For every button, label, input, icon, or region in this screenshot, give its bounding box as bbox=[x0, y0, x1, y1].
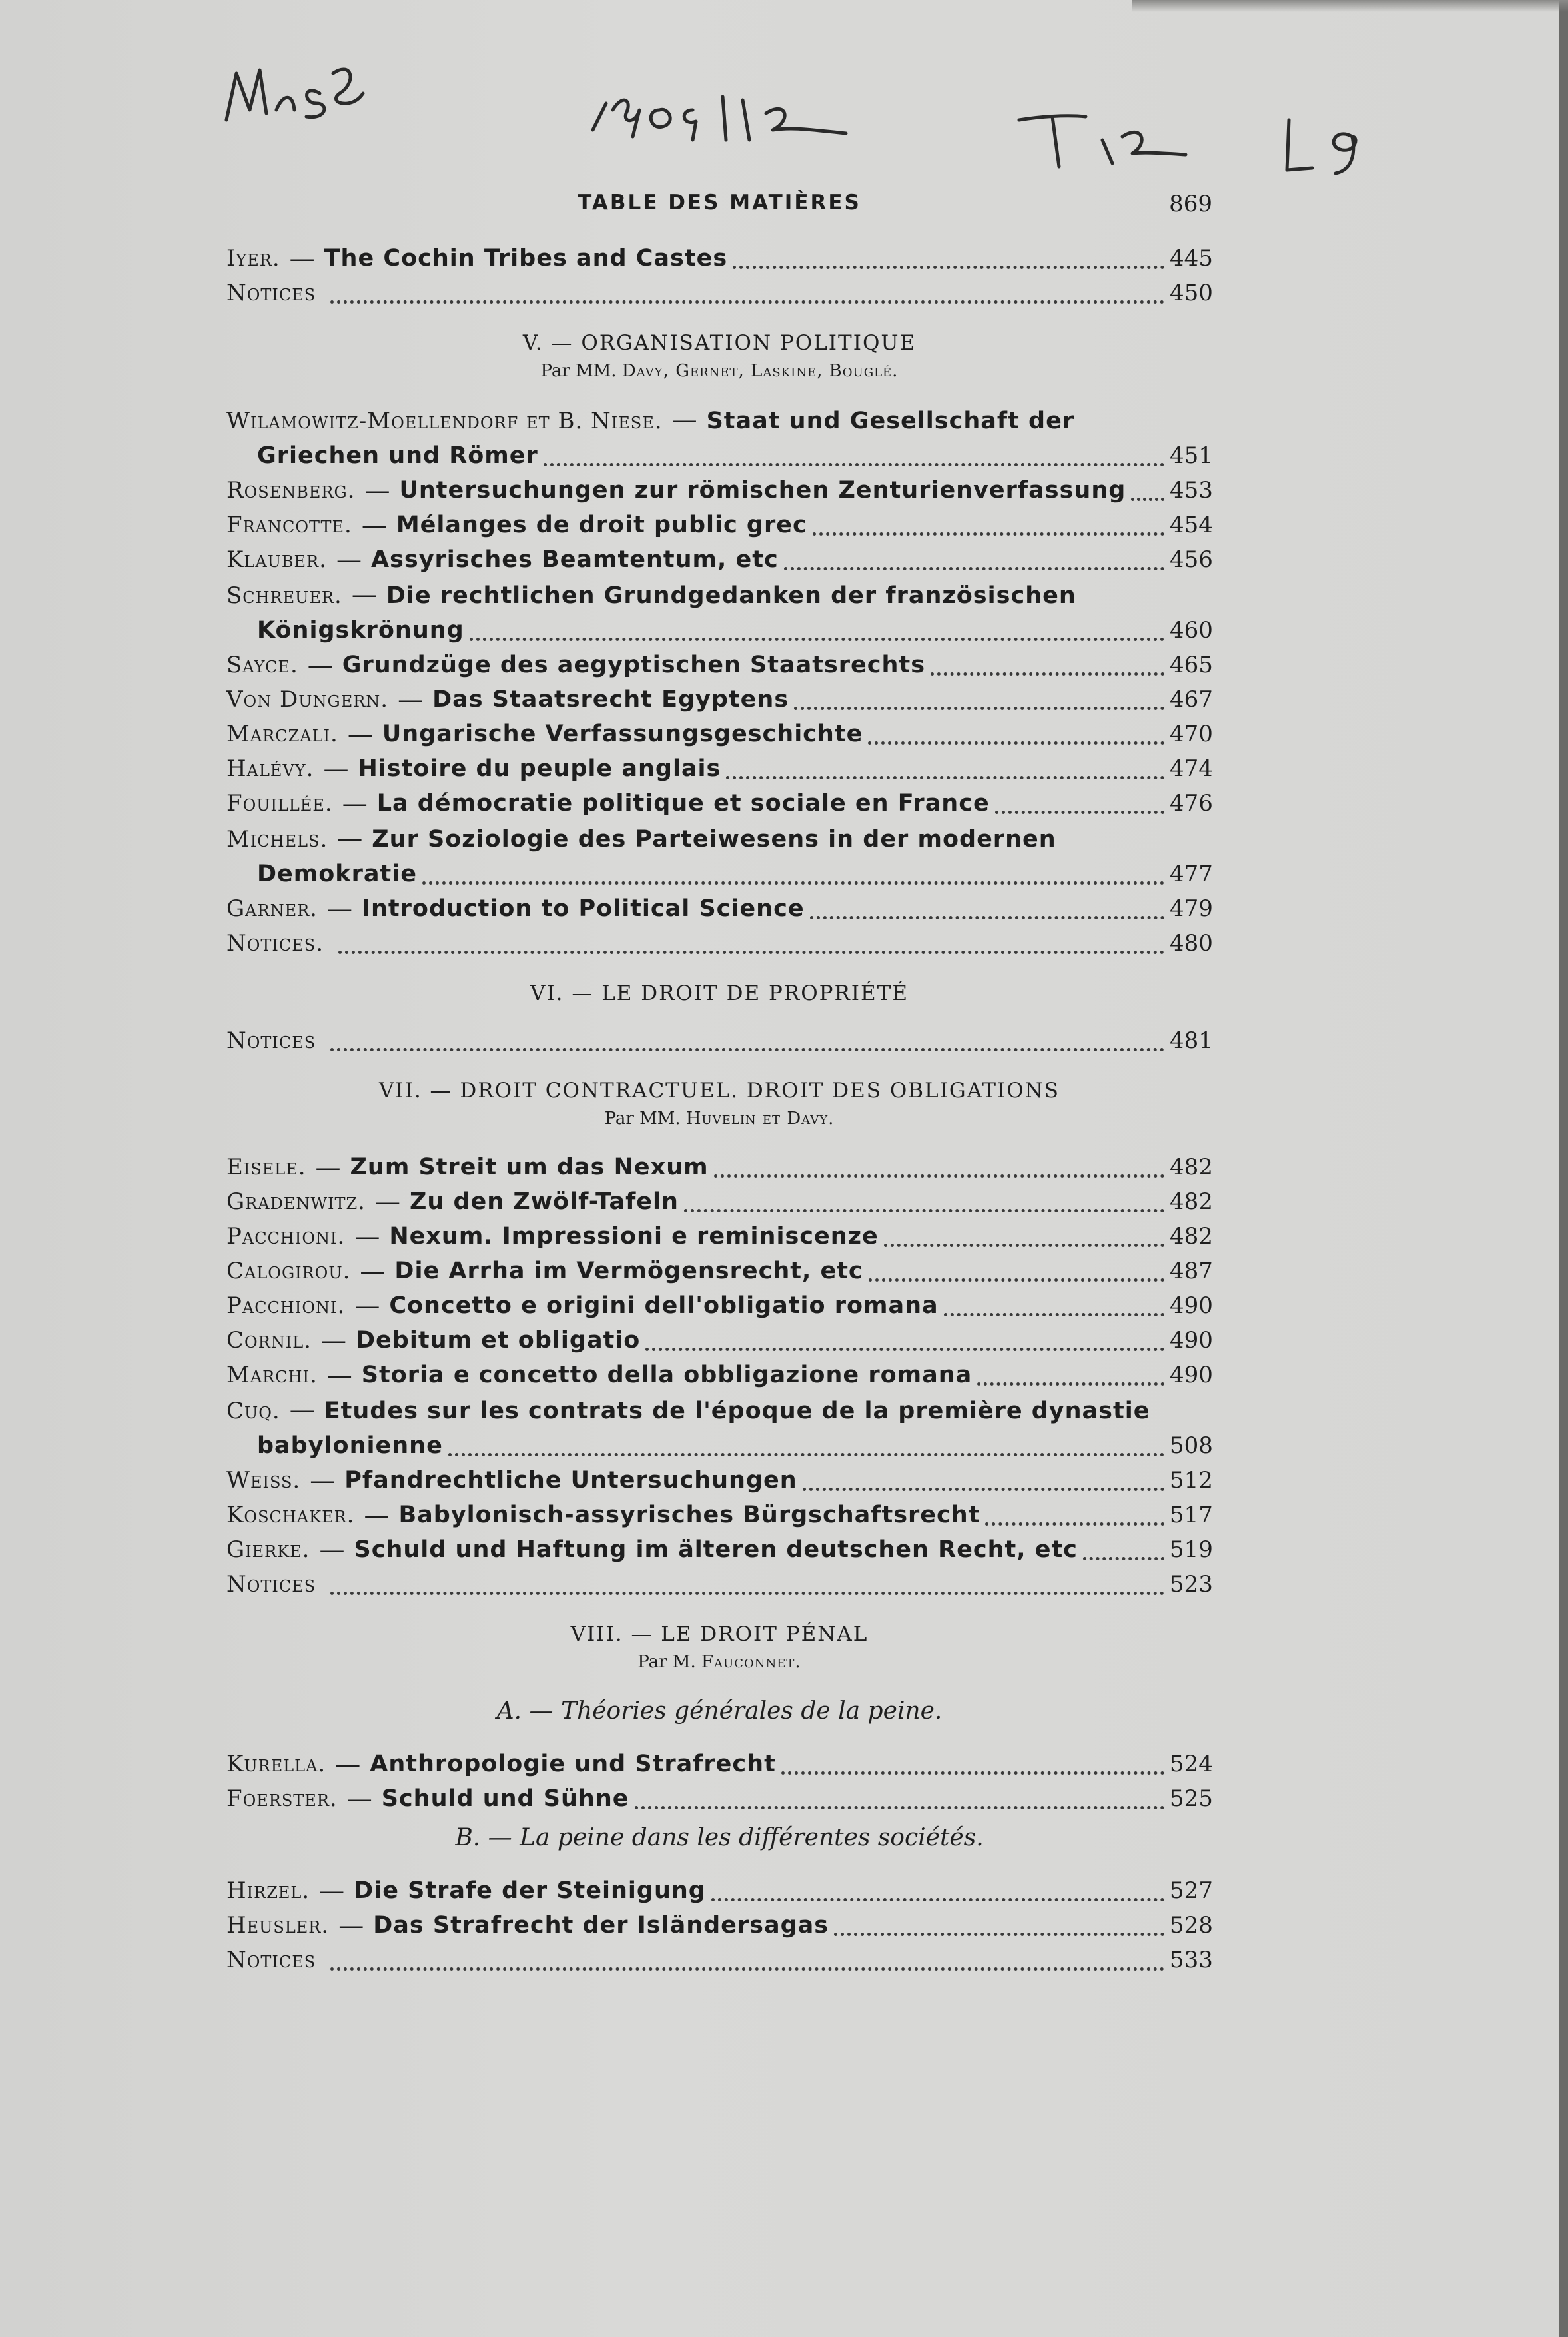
entry-dash: — bbox=[307, 650, 333, 680]
entry-dash: — bbox=[289, 1395, 315, 1424]
toc-entry bbox=[226, 1532, 1212, 1567]
entry-page-number: 456 bbox=[1170, 546, 1213, 573]
entry-title: Die Strafe der Steinigung bbox=[354, 1877, 706, 1904]
entry-author: Schreuer. bbox=[226, 582, 342, 609]
entry-author: Fouillée. bbox=[226, 790, 333, 817]
entry-title: Anthropologie und Strafrecht bbox=[370, 1751, 776, 1777]
entry-title-continued: babylonienne bbox=[257, 1432, 443, 1459]
section-authors bbox=[226, 358, 1212, 384]
entry-page-number: 482 bbox=[1170, 1154, 1213, 1180]
dot-leader bbox=[330, 1048, 1164, 1051]
entry-page-number: 453 bbox=[1170, 477, 1213, 504]
toc-entry bbox=[226, 891, 1212, 926]
entry-dash: — bbox=[671, 405, 697, 434]
entry-title: Concetto e origini dell'obligatio romana bbox=[389, 1292, 939, 1319]
entry-page-number: 445 bbox=[1170, 245, 1213, 272]
entry-dash: — bbox=[336, 545, 362, 574]
entry-dash: — bbox=[319, 1876, 345, 1905]
dot-leader bbox=[784, 567, 1164, 570]
entry-dash: — bbox=[326, 1360, 352, 1390]
toc-entry bbox=[226, 786, 1212, 821]
section-authors bbox=[226, 1649, 1212, 1675]
page-top-shadow bbox=[1132, 0, 1568, 12]
toc-section bbox=[226, 241, 1212, 310]
toc-entry bbox=[226, 751, 1212, 786]
dot-leader bbox=[794, 707, 1164, 710]
table-of-contents bbox=[226, 241, 1212, 1977]
entry-dash: — bbox=[364, 476, 390, 505]
entry-title: Debitum et obligatio bbox=[356, 1327, 641, 1354]
entry-title: Zum Streit um das Nexum bbox=[350, 1154, 709, 1180]
dot-leader bbox=[869, 1278, 1164, 1282]
section-authors bbox=[226, 1106, 1212, 1131]
entry-author: Heusler. bbox=[226, 1912, 330, 1939]
entry-dash: — bbox=[346, 1784, 372, 1813]
entry-dash: — bbox=[354, 1222, 380, 1251]
entry-author: Pacchioni. bbox=[226, 1223, 346, 1250]
entry-dash: — bbox=[338, 1911, 364, 1940]
entry-title: Untersuchungen zur römischen Zenturienverfassung bbox=[399, 477, 1126, 504]
entry-line-2 bbox=[226, 438, 1212, 473]
entry-title: Schuld und Sühne bbox=[381, 1785, 629, 1812]
entry-title-continued: Griechen und Römer bbox=[257, 442, 538, 469]
dot-leader bbox=[985, 1522, 1164, 1526]
entry-author: Francotte. bbox=[226, 512, 352, 538]
dot-leader bbox=[1131, 498, 1164, 501]
dot-leader bbox=[884, 1244, 1164, 1247]
entry-page-number: 451 bbox=[1170, 442, 1213, 469]
entry-title: Ungarische Verfassungsgeschichte bbox=[382, 721, 863, 747]
toc-entry bbox=[226, 577, 1212, 648]
entry-title: Assyrisches Beamtentum, etc bbox=[370, 546, 779, 573]
entry-title: The Cochin Tribes and Castes bbox=[324, 245, 728, 272]
entry-line-2 bbox=[226, 1428, 1212, 1463]
entry-page-number: 525 bbox=[1170, 1785, 1213, 1812]
entry-title: Zur Soziologie des Parteiwesens in der modernen bbox=[372, 826, 1056, 853]
entry-author: Michels. bbox=[226, 826, 328, 853]
entry-dash: — bbox=[374, 1187, 400, 1216]
entry-dash: — bbox=[361, 510, 387, 540]
entry-page-number: 474 bbox=[1170, 755, 1213, 782]
dot-leader bbox=[330, 1592, 1164, 1595]
entry-page-number: 454 bbox=[1170, 512, 1213, 538]
toc-entry bbox=[226, 926, 1212, 961]
entry-page-number: 490 bbox=[1170, 1327, 1213, 1354]
page-edge-shadow bbox=[1559, 0, 1568, 2337]
entry-page-number: 465 bbox=[1170, 652, 1213, 678]
entry-dash: — bbox=[364, 1500, 390, 1530]
entry-page-number: 460 bbox=[1170, 617, 1213, 644]
entry-page-number: 519 bbox=[1170, 1536, 1213, 1563]
dot-leader bbox=[726, 776, 1164, 779]
toc-entry bbox=[226, 1498, 1212, 1532]
entry-author: Notices bbox=[226, 1571, 316, 1598]
entry-author: Iyer. bbox=[226, 245, 280, 272]
dot-leader bbox=[422, 881, 1164, 885]
entry-dash: — bbox=[315, 1153, 341, 1182]
toc-section bbox=[226, 978, 1212, 1058]
handwritten-note-t12 bbox=[1012, 100, 1192, 173]
entry-page-number: 490 bbox=[1170, 1362, 1213, 1388]
dot-leader bbox=[338, 951, 1164, 954]
entry-author: Halévy. bbox=[226, 755, 314, 782]
entry-page-number: 508 bbox=[1170, 1432, 1213, 1459]
toc-entry bbox=[226, 1943, 1212, 1977]
toc-entry bbox=[226, 1908, 1212, 1943]
dot-leader bbox=[330, 1967, 1164, 1971]
entry-author: Rosenberg. bbox=[226, 477, 356, 504]
entry-title-continued: Königskrönung bbox=[257, 617, 464, 644]
entry-author: Notices. bbox=[226, 930, 324, 957]
entry-page-number: 479 bbox=[1170, 895, 1213, 922]
dot-leader bbox=[868, 741, 1164, 745]
authors-names: Fauconnet. bbox=[701, 1652, 801, 1672]
entry-title: Nexum. Impressioni e reminiscenze bbox=[389, 1223, 879, 1250]
toc-entry bbox=[226, 1873, 1212, 1908]
dot-leader bbox=[635, 1806, 1165, 1809]
toc-entry bbox=[226, 402, 1212, 473]
dot-leader bbox=[977, 1382, 1164, 1386]
entry-title: La démocratie politique et sociale en France bbox=[376, 790, 990, 817]
dot-leader bbox=[803, 1488, 1164, 1491]
entry-author: Marchi. bbox=[226, 1362, 318, 1388]
entry-dash: — bbox=[398, 685, 424, 714]
entry-dash: — bbox=[337, 823, 363, 853]
section-heading: VI. — LE DROIT DE PROPRIÉTÉ bbox=[530, 981, 909, 1005]
entry-title: Staat und Gesellschaft der bbox=[706, 408, 1075, 434]
dot-leader bbox=[995, 811, 1164, 814]
authors-prefix: Par MM. bbox=[540, 361, 622, 381]
toc-entry bbox=[226, 1747, 1212, 1781]
entry-title: Mélanges de droit public grec bbox=[396, 512, 807, 538]
toc-entry bbox=[226, 508, 1212, 542]
section-heading: VIII. — LE DROIT PÉNAL bbox=[570, 1622, 869, 1646]
entry-author: Wilamowitz-Moellendorf et B. Niese. bbox=[226, 408, 663, 434]
toc-entry bbox=[226, 1288, 1212, 1323]
entry-author: Calogirou. bbox=[226, 1258, 351, 1284]
entry-dash: — bbox=[289, 244, 315, 273]
toc-section bbox=[226, 1075, 1212, 1602]
dot-leader bbox=[544, 463, 1164, 466]
dot-leader bbox=[645, 1348, 1164, 1351]
entry-page-number: 477 bbox=[1170, 861, 1213, 887]
toc-entry bbox=[226, 1392, 1212, 1463]
entry-title: Storia e concetto della obbligazione romana bbox=[361, 1362, 973, 1388]
toc-entry bbox=[226, 821, 1212, 891]
authors-prefix: Par MM. bbox=[604, 1109, 686, 1129]
toc-entry bbox=[226, 1219, 1212, 1254]
entry-dash: — bbox=[323, 754, 349, 783]
toc-entry bbox=[226, 717, 1212, 751]
entry-page-number: 467 bbox=[1170, 686, 1213, 713]
dot-leader bbox=[330, 300, 1164, 304]
dot-leader bbox=[944, 1313, 1164, 1316]
toc-entry bbox=[226, 1323, 1212, 1358]
handwritten-note-l9 bbox=[1279, 107, 1372, 180]
entry-title-continued: Demokratie bbox=[257, 861, 417, 887]
toc-entry bbox=[226, 1781, 1212, 1816]
toc-entry bbox=[226, 473, 1212, 508]
toc-entry bbox=[226, 1254, 1212, 1288]
authors-prefix: Par M. bbox=[637, 1652, 701, 1672]
toc-entry bbox=[226, 1023, 1212, 1058]
entry-dash: — bbox=[351, 580, 377, 609]
authors-names: Huvelin et Davy. bbox=[685, 1109, 835, 1129]
entry-author: Weiss. bbox=[226, 1467, 301, 1494]
dot-leader bbox=[781, 1771, 1164, 1775]
entry-author: Koschaker. bbox=[226, 1502, 355, 1528]
entry-author: Klauber. bbox=[226, 546, 327, 573]
entry-page-number: 528 bbox=[1170, 1912, 1213, 1939]
entry-author: Marczali. bbox=[226, 721, 338, 747]
entry-line-1 bbox=[226, 821, 1212, 857]
toc-entry bbox=[226, 1463, 1212, 1498]
entry-title: Introduction to Political Science bbox=[361, 895, 805, 922]
entry-page-number: 512 bbox=[1170, 1467, 1213, 1494]
toc-entry bbox=[226, 682, 1212, 717]
dot-leader bbox=[448, 1453, 1164, 1456]
dot-leader bbox=[470, 638, 1164, 641]
entry-page-number: 482 bbox=[1170, 1188, 1213, 1215]
entry-title: Schuld und Haftung im älteren deutschen Recht, etc bbox=[354, 1536, 1078, 1563]
entry-line-1 bbox=[226, 402, 1212, 438]
entry-page-number: 470 bbox=[1170, 721, 1213, 747]
dot-leader bbox=[714, 1174, 1164, 1178]
entry-page-number: 482 bbox=[1170, 1223, 1213, 1250]
entry-author: Eisele. bbox=[226, 1154, 306, 1180]
entry-author: Pacchioni. bbox=[226, 1292, 346, 1319]
entry-author: Gierke. bbox=[226, 1536, 310, 1563]
dot-leader bbox=[711, 1898, 1164, 1901]
entry-title: Das Strafrecht der Isländersagas bbox=[373, 1912, 829, 1939]
entry-dash: — bbox=[360, 1256, 386, 1286]
entry-title: Das Staatsrecht Egyptens bbox=[432, 686, 789, 713]
dot-leader bbox=[931, 672, 1164, 676]
entry-title: Die rechtlichen Grundgedanken der französischen bbox=[386, 582, 1076, 609]
entry-page-number: 490 bbox=[1170, 1292, 1213, 1319]
entry-title: Histoire du peuple anglais bbox=[358, 755, 721, 782]
toc-entry bbox=[226, 276, 1212, 310]
toc-section bbox=[226, 1619, 1212, 1977]
toc-entry bbox=[226, 241, 1212, 276]
entry-line-2 bbox=[226, 613, 1212, 648]
dot-leader bbox=[733, 266, 1164, 269]
entry-author: Foerster. bbox=[226, 1785, 338, 1812]
entry-author: Sayce. bbox=[226, 652, 298, 678]
dot-leader bbox=[684, 1209, 1164, 1212]
entry-dash: — bbox=[321, 1326, 346, 1355]
entry-page-number: 527 bbox=[1170, 1877, 1213, 1904]
heading-spacer bbox=[226, 1009, 1212, 1023]
entry-dash: — bbox=[347, 719, 373, 749]
entry-author: Notices bbox=[226, 1947, 316, 1973]
entry-page-number: 487 bbox=[1170, 1258, 1213, 1284]
entry-title: Babylonisch-assyrisches Bürgschaftsrecht bbox=[398, 1502, 980, 1528]
authors-names: Davy, Gernet, Laskine, Bouglé. bbox=[621, 361, 899, 381]
entry-line-1 bbox=[226, 577, 1212, 613]
entry-title: Zu den Zwölf-Tafeln bbox=[409, 1188, 679, 1215]
running-head-title: TABLE DES MATIÈRES bbox=[578, 191, 861, 215]
entry-author: Cuq. bbox=[226, 1398, 280, 1424]
subsection-heading: A. — Théories générales de la peine. bbox=[496, 1697, 943, 1725]
entry-dash: — bbox=[342, 789, 368, 818]
entry-dash: — bbox=[354, 1291, 380, 1320]
running-head bbox=[226, 191, 1212, 225]
entry-page-number: 524 bbox=[1170, 1751, 1213, 1777]
running-head-page-number: 869 bbox=[1169, 191, 1212, 217]
entry-author: Garner. bbox=[226, 895, 318, 922]
entry-author: Notices bbox=[226, 280, 316, 306]
entry-line-1 bbox=[226, 1392, 1212, 1428]
toc-entry bbox=[226, 1358, 1212, 1392]
entry-line-2 bbox=[226, 857, 1212, 891]
entry-page-number: 523 bbox=[1170, 1571, 1213, 1598]
toc-entry bbox=[226, 648, 1212, 682]
entry-page-number: 480 bbox=[1170, 930, 1213, 957]
handwritten-note-mss bbox=[220, 47, 373, 133]
toc-entry bbox=[226, 542, 1212, 577]
entry-page-number: 450 bbox=[1170, 280, 1213, 306]
entry-author: Gradenwitz. bbox=[226, 1188, 366, 1215]
dot-leader bbox=[813, 532, 1164, 536]
entry-dash: — bbox=[335, 1749, 361, 1779]
handwritten-note-accession bbox=[586, 73, 853, 147]
entry-author: Hirzel. bbox=[226, 1877, 310, 1904]
toc-entry bbox=[226, 1184, 1212, 1219]
entry-title: Pfandrechtliche Untersuchungen bbox=[344, 1467, 797, 1494]
entry-page-number: 476 bbox=[1170, 790, 1213, 817]
entry-page-number: 517 bbox=[1170, 1502, 1213, 1528]
dot-leader bbox=[1083, 1557, 1164, 1560]
entry-author: Cornil. bbox=[226, 1327, 312, 1354]
entry-page-number: 481 bbox=[1170, 1027, 1213, 1054]
section-heading: VII. — DROIT CONTRACTUEL. DROIT DES OBLIGATIONS bbox=[378, 1079, 1060, 1103]
entry-dash: — bbox=[319, 1535, 345, 1564]
entry-dash: — bbox=[326, 894, 352, 923]
entry-title: Die Arrha im Vermögensrecht, etc bbox=[394, 1258, 863, 1284]
section-heading: V. — ORGANISATION POLITIQUE bbox=[522, 331, 917, 355]
toc-section bbox=[226, 328, 1212, 961]
entry-author: Von Dungern. bbox=[226, 686, 389, 713]
entry-title: Etudes sur les contrats de l'époque de la première dynastie bbox=[324, 1398, 1150, 1424]
entry-author: Notices bbox=[226, 1027, 316, 1054]
entry-author: Kurella. bbox=[226, 1751, 326, 1777]
dot-leader bbox=[810, 916, 1164, 919]
entry-title: Grundzüge des aegyptischen Staatsrechts bbox=[342, 652, 926, 678]
toc-entry bbox=[226, 1150, 1212, 1184]
toc-entry bbox=[226, 1567, 1212, 1602]
dot-leader bbox=[834, 1933, 1164, 1936]
subsection-heading: B. — La peine dans les différentes sociétés. bbox=[455, 1824, 984, 1851]
entry-page-number: 533 bbox=[1170, 1947, 1213, 1973]
entry-dash: — bbox=[310, 1466, 336, 1495]
